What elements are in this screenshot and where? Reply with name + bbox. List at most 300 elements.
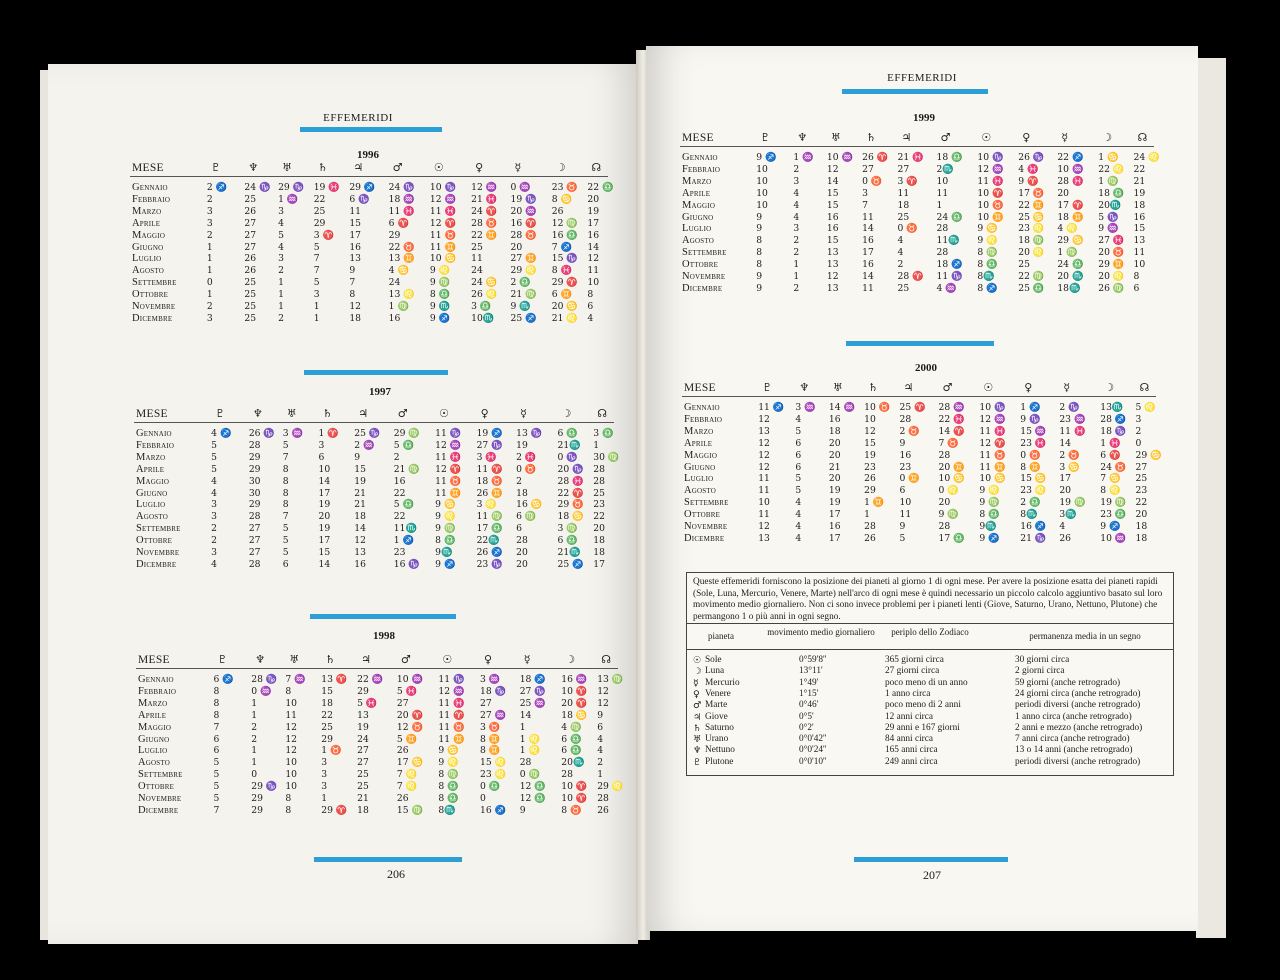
position-cell: 11 ♉ <box>438 721 465 733</box>
position-cell: 17 <box>828 509 841 521</box>
position-cell: 3 ♎ <box>593 428 614 439</box>
position-cell: 18 ♐ <box>519 674 546 685</box>
planet-symbol-icon: ☉ <box>693 655 702 666</box>
planet-name: Giove <box>705 711 728 722</box>
position-cell: 8♏ <box>977 271 995 282</box>
position-cell: 25 ♐ <box>557 558 584 570</box>
position-cell: 27 ♊ <box>510 253 537 265</box>
planet-symbol-icon: ♄ <box>868 381 879 394</box>
position-cell: 15 <box>321 685 333 697</box>
position-cell: 10 <box>756 175 768 187</box>
planet-symbol-icon: ♂ <box>397 407 408 420</box>
position-cell: 1 ♒ <box>278 193 299 205</box>
planet-symbol-icon: ♆ <box>255 653 266 666</box>
planet-row <box>687 655 1173 666</box>
position-cell: 29 <box>864 485 876 497</box>
position-cell: 22 <box>593 511 605 523</box>
position-cell: 19 <box>864 449 876 461</box>
table-row <box>680 235 1154 247</box>
position-cell: 17 <box>593 558 605 570</box>
month-name: Aprile <box>132 217 161 229</box>
position-cell: 21 ♓ <box>897 152 924 163</box>
position-cell: 29 <box>248 499 261 511</box>
position-cell: 6 ♎ <box>557 428 578 439</box>
position-cell: 10 <box>758 497 770 509</box>
position-cell: 1 <box>519 721 526 733</box>
position-cell: 7 <box>862 199 869 211</box>
position-cell: 28 <box>899 413 912 425</box>
position-cell: 28 <box>248 558 261 570</box>
table-header <box>130 160 608 177</box>
position-cell: 17 <box>587 217 600 229</box>
position-cell: 20 ♉ <box>1098 247 1125 259</box>
position-cell: 16 <box>862 235 874 247</box>
planet-symbol-icon: ♃ <box>353 161 364 174</box>
position-cell: 11 <box>758 473 770 485</box>
table-row <box>134 511 614 523</box>
position-cell: 29 ♉ <box>557 499 584 511</box>
accent-bar <box>842 89 988 94</box>
position-cell: 6 <box>516 523 522 535</box>
table-row <box>130 242 608 254</box>
planet-symbol-icon: ☊ <box>597 407 608 420</box>
position-cell: 3 <box>793 175 800 187</box>
position-cell: 9 <box>349 265 356 277</box>
position-cell: 25 <box>897 282 910 294</box>
table-row <box>130 301 608 313</box>
position-cell: 30 <box>248 475 261 487</box>
position-cell: 9 ♒ <box>1098 223 1119 235</box>
table-row <box>130 230 608 242</box>
planet-symbol-icon: ♆ <box>693 745 702 757</box>
planet-symbol-icon: ♄ <box>866 131 877 144</box>
planet-symbol-icon: ♇ <box>762 381 773 394</box>
position-cell: 2 <box>206 193 213 205</box>
position-cell: 10 ♑ <box>429 182 456 193</box>
position-cell: 8 ♋ <box>551 193 572 205</box>
position-cell: 12 <box>354 535 366 547</box>
daily-motion: 0°5' <box>799 711 814 722</box>
position-cell: 28 ♓ <box>1057 175 1084 187</box>
month-name: Ottobre <box>136 535 173 547</box>
position-cell: 29 ♌ <box>597 781 624 793</box>
position-cell: 12 <box>826 271 839 282</box>
planet-symbol-icon: ♄ <box>317 161 328 174</box>
position-cell: 8 <box>756 259 763 271</box>
position-cell: 10 ♑ <box>979 402 1006 413</box>
ephemeris-table-2000 <box>682 380 1162 560</box>
position-cell: 29 <box>251 804 263 816</box>
month-name: Luglio <box>682 223 712 235</box>
position-cell: 28 <box>248 439 261 451</box>
daily-motion: 0°2' <box>799 722 814 733</box>
position-cell: 26 <box>551 205 564 217</box>
position-cell: 13 ♌ <box>388 289 415 301</box>
position-cell: 1 ♓ <box>1100 437 1121 449</box>
position-cell: 5 <box>213 781 220 793</box>
position-cell: 10 <box>285 781 298 793</box>
table-row <box>136 734 618 746</box>
position-cell: 1 ♋ <box>1098 152 1119 163</box>
planet-symbol-icon: ♅ <box>282 161 292 174</box>
position-cell: 12 <box>758 521 770 532</box>
position-cell: 27 <box>244 229 257 241</box>
position-cell: 13 <box>349 253 362 265</box>
month-name: Aprile <box>136 463 165 475</box>
position-cell: 25 <box>1018 259 1030 271</box>
position-cell: 18♏ <box>1057 282 1081 294</box>
info-paragraph: Queste effemeridi forniscono la posizione dei pianeti al giorno 1 di ogni mese. Per avere la posizione esatta dei pianeti rapidi (Sole, Luna, Mercurio, Venere, Marte) nell'arco di ogni mese è quindi necessario un piccolo calcolo aggiuntivo basato sul loro movimento medio giornaliero. Non ci sono invece problemi per i pianeti lenti (Giove, Saturno, Urano, Nettuno, Plutone) che permangono 1 o più anni in ogni segno. <box>693 577 1163 622</box>
position-cell: 5 ♌ <box>1135 402 1156 413</box>
position-cell: 21 <box>1133 175 1146 187</box>
position-cell: 2 <box>278 265 284 277</box>
planet-symbol-icon: ☽ <box>1102 131 1113 144</box>
position-cell: 6 ♎ <box>561 733 582 745</box>
position-cell: 26 <box>244 253 257 265</box>
position-cell: 26 <box>244 205 257 217</box>
position-cell: 9 ♐ <box>979 532 1000 544</box>
planet-row <box>687 723 1173 734</box>
position-cell: 26 ♌ <box>471 289 498 301</box>
month-name: Novembre <box>132 301 176 312</box>
table-row <box>682 402 1156 414</box>
position-cell: 12 <box>758 437 770 449</box>
month-name: Giugno <box>682 211 714 223</box>
accent-bar <box>854 857 1008 862</box>
position-cell: 11 ♐ <box>758 402 785 413</box>
month-name: Gennaio <box>684 402 720 413</box>
position-cell: 3 <box>793 223 800 235</box>
position-cell: 1 <box>206 265 213 277</box>
ephemeris-table-1999 <box>680 130 1160 310</box>
planet-symbol-icon: ♅ <box>832 381 843 394</box>
month-name: Giugno <box>136 487 168 499</box>
month-name: Settembre <box>132 277 177 289</box>
position-cell: 14 <box>826 175 839 187</box>
position-cell: 20 <box>828 449 841 461</box>
position-cell: 13 <box>826 247 839 259</box>
position-cell: 1 <box>864 509 871 521</box>
planet-symbol-icon: ♅ <box>289 653 300 666</box>
year-title: 2000 <box>915 362 937 374</box>
table-row <box>680 200 1154 212</box>
position-cell: 6 ♊ <box>551 289 572 301</box>
table-row <box>680 271 1154 283</box>
position-cell: 11 ♑ <box>438 674 465 685</box>
position-cell: 11 ♈ <box>476 463 503 475</box>
position-cell: 18 ♍ <box>1018 235 1045 247</box>
table-row <box>682 533 1156 545</box>
position-cell: 28 ♒ <box>938 402 965 413</box>
position-cell: 9 ♈ <box>1018 175 1039 187</box>
planet-symbol-icon: ☽ <box>1104 381 1115 394</box>
position-cell: 10 <box>318 463 331 475</box>
month-name: Febbraio <box>138 685 177 697</box>
month-name: Febbraio <box>682 163 721 175</box>
position-cell: 22 ♓ <box>938 413 965 425</box>
position-cell: 17 ♋ <box>396 757 423 769</box>
position-cell: 14 <box>862 223 874 235</box>
position-cell: 27 ♒ <box>480 709 507 721</box>
position-cell: 18 <box>897 199 910 211</box>
position-cell: 20 ♌ <box>1018 247 1045 259</box>
position-cell: 15 <box>826 235 839 247</box>
planet-symbol-icon: ♅ <box>286 407 297 420</box>
position-cell: 20 <box>1057 187 1070 199</box>
planet-symbol-icon: ☉ <box>981 131 992 144</box>
position-cell: 4 <box>795 509 802 521</box>
position-cell: 18 ♊ <box>1057 211 1084 223</box>
position-cell: 15 <box>864 437 876 449</box>
position-cell: 18 <box>593 547 605 558</box>
position-cell: 8 ♎ <box>438 793 459 804</box>
position-cell: 19 <box>587 205 600 217</box>
position-cell: 23 <box>864 461 876 473</box>
position-cell: 1 <box>278 277 284 289</box>
position-cell: 11 <box>587 265 600 277</box>
position-cell: 9 ♌ <box>979 485 1000 497</box>
month-name: Febbraio <box>684 413 723 425</box>
position-cell: 16 ♈ <box>510 217 537 229</box>
position-cell: 1 ♌ <box>519 745 540 757</box>
position-cell: 2 <box>793 247 800 259</box>
position-cell: 5 ♊ <box>396 733 418 745</box>
position-cell: 2 <box>211 535 218 547</box>
position-cell: 1 <box>206 241 213 253</box>
position-cell: 25 ♒ <box>519 697 546 709</box>
position-cell: 14 ♈ <box>938 425 965 437</box>
planet-row <box>687 700 1173 711</box>
position-cell: 22 ♈ <box>557 487 584 499</box>
position-cell: 7 <box>349 277 356 289</box>
planet-row <box>687 734 1173 745</box>
position-cell: 22 <box>1133 163 1146 175</box>
table-row <box>680 176 1154 188</box>
position-cell: 5 <box>899 532 906 544</box>
month-name: Agosto <box>138 757 170 769</box>
position-cell: 9 ♐ <box>435 558 456 570</box>
position-cell: 10 <box>285 769 298 781</box>
zodiac-period: 365 giorni circa <box>885 655 944 665</box>
position-cell: 4 <box>795 521 802 532</box>
position-cell: 7 ♒ <box>285 674 306 685</box>
position-cell: 8 ♓ <box>551 265 572 277</box>
planet-symbol-icon: ♀ <box>693 688 700 700</box>
position-cell: 10 <box>756 163 768 175</box>
planet-symbol-icon: ♆ <box>797 131 808 144</box>
position-cell: 14 <box>354 523 366 535</box>
position-cell: 28 <box>593 475 605 487</box>
position-cell: 25 ♋ <box>1018 211 1045 223</box>
position-cell: 10 ♒ <box>396 674 423 685</box>
position-cell: 14 <box>318 475 331 487</box>
table-row <box>136 793 618 805</box>
position-cell: 27 <box>480 697 492 709</box>
position-cell: 3 ♓ <box>476 451 497 463</box>
planet-symbol-icon: ☽ <box>561 407 572 420</box>
table-header <box>682 380 1156 397</box>
position-cell: 8♏ <box>1020 509 1038 521</box>
position-cell: 4 <box>211 487 218 499</box>
position-cell: 3 ♒ <box>795 402 816 413</box>
position-cell: 3 ♎ <box>471 301 492 312</box>
planet-symbol-icon: ♄ <box>325 653 336 666</box>
planet-symbol-icon: ♀ <box>475 161 484 174</box>
position-cell: 2 <box>251 721 258 733</box>
position-cell: 20 ♈ <box>396 709 423 721</box>
position-cell: 13 ♍ <box>597 674 624 685</box>
position-cell: 5 <box>213 769 220 781</box>
position-cell: 8 ♌ <box>1100 485 1121 497</box>
position-cell: 3 <box>211 547 218 558</box>
position-cell: 22 <box>313 193 326 205</box>
position-cell: 12 ♎ <box>519 793 546 804</box>
divider <box>687 623 1173 624</box>
position-cell: 7 ♉ <box>938 437 959 449</box>
position-cell: 2 <box>278 312 284 324</box>
position-cell: 28 <box>864 521 876 532</box>
position-cell: 18 <box>828 425 841 437</box>
position-cell: 16 <box>388 312 401 324</box>
col-header-permanenza: permanenza media in un segno <box>1029 631 1141 641</box>
month-name: Aprile <box>684 437 713 449</box>
position-cell: 23 ♎ <box>1100 509 1127 521</box>
position-cell: 16 <box>899 449 912 461</box>
position-cell: 6 ♍ <box>516 511 537 523</box>
position-cell: 29 <box>388 229 401 241</box>
position-cell: 26 <box>1059 532 1072 544</box>
position-cell: 21 ♓ <box>471 193 498 205</box>
position-cell: 28 ♈ <box>897 271 924 282</box>
position-cell: 25 <box>244 277 257 289</box>
position-cell: 29 ♑ <box>251 781 278 793</box>
position-cell: 24 ♌ <box>1133 152 1160 163</box>
planet-symbol-icon: ☊ <box>1137 131 1148 144</box>
position-cell: 6 ♑ <box>349 193 370 205</box>
position-cell: 9 ♍ <box>435 523 456 535</box>
position-cell: 2 ♒ <box>354 439 375 451</box>
position-cell: 5 <box>795 473 802 485</box>
table-header <box>136 652 618 669</box>
position-cell: 2 ♐ <box>206 182 228 193</box>
position-cell: 8 ♊ <box>1020 461 1041 473</box>
position-cell: 19 ♐ <box>476 428 503 439</box>
planet-symbol-icon: ♆ <box>799 381 810 394</box>
planet-symbol-icon: ♆ <box>252 407 263 420</box>
position-cell: 28 ♐ <box>1100 413 1127 425</box>
position-cell: 9 ♋ <box>977 223 998 235</box>
table-row <box>134 523 614 535</box>
position-cell: 2 <box>793 235 800 247</box>
position-cell: 11 ♑ <box>435 428 462 439</box>
position-cell: 29 <box>251 793 263 804</box>
month-name: Ottobre <box>138 781 175 793</box>
accent-bar <box>300 127 442 132</box>
position-cell: 0 ♑ <box>557 451 578 463</box>
position-cell: 4 <box>795 532 802 544</box>
position-cell: 19 ♓ <box>313 182 340 193</box>
position-cell: 10 ♈ <box>561 793 588 804</box>
position-cell: 11 ♓ <box>429 205 456 217</box>
position-cell: 10 ♉ <box>977 199 1004 211</box>
table-row <box>130 253 608 265</box>
position-cell: 1 <box>206 253 213 265</box>
position-cell: 19 <box>318 523 331 535</box>
position-cell: 20 <box>1059 485 1072 497</box>
position-cell: 4 ♒ <box>936 282 957 294</box>
daily-motion: 1°15' <box>799 688 819 699</box>
ephemeris-table-1997 <box>134 406 620 576</box>
position-cell: 2 <box>211 523 218 535</box>
position-cell: 10 ♒ <box>1057 163 1084 175</box>
position-cell: 4 <box>211 558 218 570</box>
position-cell: 12 ♍ <box>551 217 578 229</box>
position-cell: 10 ♒ <box>826 152 853 163</box>
position-cell: 8 ♊ <box>480 745 501 757</box>
position-cell: 27 <box>357 745 369 757</box>
planet-name: Sole <box>705 655 722 665</box>
position-cell: 26 <box>396 745 409 757</box>
table-row <box>130 289 608 301</box>
position-cell: 2 ♉ <box>1059 449 1080 461</box>
position-cell: 5 ♑ <box>1098 211 1119 223</box>
planet-row <box>687 757 1173 768</box>
position-cell: 2 <box>206 301 213 312</box>
table-row <box>680 247 1154 259</box>
position-cell: 3 <box>321 781 328 793</box>
position-cell: 1 <box>313 312 320 324</box>
position-cell: 15 ♒ <box>1020 425 1047 437</box>
position-cell: 29 ♐ <box>349 182 376 193</box>
position-cell: 24 <box>388 277 401 289</box>
position-cell: 5 <box>282 535 289 547</box>
position-cell: 8 <box>282 487 289 499</box>
position-cell: 23 <box>1135 485 1148 497</box>
table-row <box>136 745 618 757</box>
month-name: Settembre <box>136 523 181 535</box>
sign-duration: 24 giorni circa (anche retrogrado) <box>1015 688 1141 699</box>
position-cell: 18 ♎ <box>936 152 963 163</box>
position-cell: 20 <box>593 523 605 535</box>
position-cell: 1 <box>593 439 600 451</box>
zodiac-period: 27 giorni circa <box>885 666 940 677</box>
position-cell: 15 <box>826 187 839 199</box>
position-cell: 2 ♑ <box>1059 402 1080 413</box>
position-cell: 21 <box>354 499 366 511</box>
position-cell: 3♏ <box>1059 509 1077 521</box>
position-cell: 18 <box>321 697 333 709</box>
month-name: Dicembre <box>136 558 177 570</box>
month-name: Novembre <box>682 271 726 282</box>
planet-symbol-icon: ☊ <box>591 161 602 174</box>
position-cell: 17 <box>349 229 362 241</box>
position-cell: 20 ♊ <box>938 461 965 473</box>
position-cell: 22 <box>1135 497 1148 509</box>
position-cell: 11 <box>862 282 874 294</box>
position-cell: 5 <box>211 463 218 475</box>
position-cell: 12 ♒ <box>977 163 1004 175</box>
position-cell: 9 ♍ <box>938 509 959 521</box>
zodiac-period: 12 anni circa <box>885 711 934 722</box>
position-cell: 8 ♎ <box>429 289 451 301</box>
position-cell: 11 <box>758 485 770 497</box>
position-cell: 25 ♐ <box>510 312 537 324</box>
sign-duration: 30 giorni circa <box>1015 655 1070 665</box>
position-cell: 8 <box>756 247 763 259</box>
position-cell: 10 ♒ <box>1100 532 1127 544</box>
position-cell: 10 ♈ <box>977 187 1004 199</box>
table-row <box>134 428 614 440</box>
